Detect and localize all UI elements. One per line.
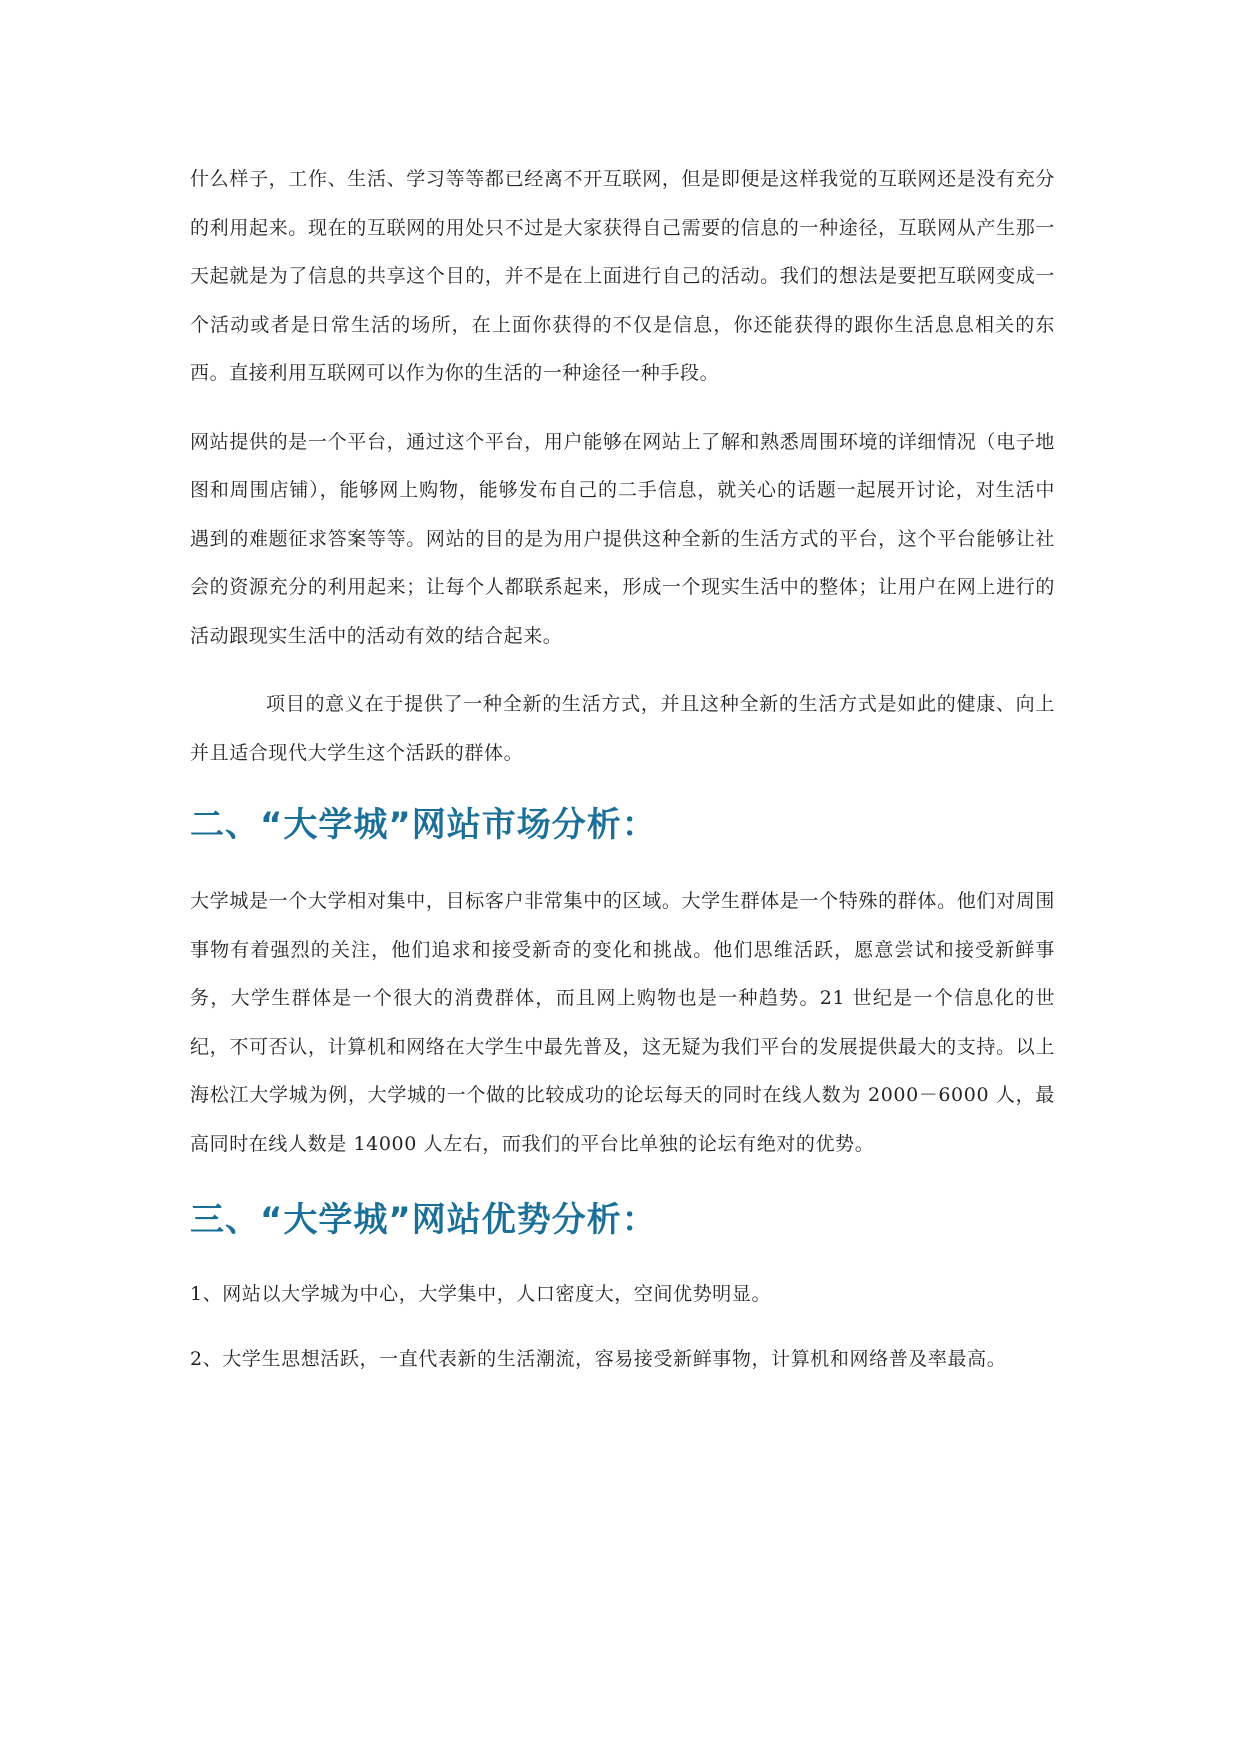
section-heading-advantage-analysis: 三、“大学城”网站优势分析： [190, 1200, 657, 1240]
section-heading-market-analysis: 二、“大学城”网站市场分析： [190, 805, 657, 845]
paragraph-project-significance: 项目的意义在于提供了一种全新的生活方式，并且这种全新的生活方式是如此的健康、向上并且适合现代大学生这个活跃的群体。 [190, 693, 1055, 764]
paragraph-market-analysis: 大学城是一个大学相对集中，目标客户非常集中的区域。大学生群体是一个特殊的群体。他们对周围事物有着强烈的关注，他们追求和接受新奇的变化和挑战。他们思维活跃，愿意尝试和接受新鲜事务，大学生群体是一个很大的消费群体，而且网上购物也是一种趋势。21 世纪是一个信息化的世纪，不可否认，计算机和网络在大学生中最先普及，这无疑为我们平台的发展提供最大的支持。以上海松江大学城为例，大学城的一个做的比较成功的论坛每天的同时在线人数为 2000－6000 人，最高同时在线人数是 14000 人左右，而我们的平台比单独的论坛有绝对的优势。 [190, 890, 1055, 1155]
paragraph-internet-usage: 什么样子，工作、生活、学习等等都已经离不开互联网，但是即便是这样我觉的互联网还是没有充分的利用起来。现在的互联网的用处只不过是大家获得自己需要的信息的一种途径，互联网从产生那一天起就是为了信息的共享这个目的，并不是在上面进行自己的活动。我们的想法是要把互联网变成一个活动或者是日常生活的场所，在上面你获得的不仅是信息，你还能获得的跟你生活息息相关的东西。直接利用互联网可以作为你的生活的一种途径一种手段。 [190, 168, 1055, 384]
advantage-list-item: 1、网站以大学城为中心，大学集中，人口密度大，空间优势明显。 [190, 1283, 772, 1305]
document-page [190, 155, 1055, 1383]
paragraph-platform-description: 网站提供的是一个平台，通过这个平台，用户能够在网站上了解和熟悉周围环境的详细情况（电子地图和周围店铺），能够网上购物，能够发布自己的二手信息，就关心的话题一起展开讨论，对生活中遇到的难题征求答案等等。网站的目的是为用户提供这种全新的生活方式的平台，这个平台能够让社会的资源充分的利用起来；让每个人都联系起来，形成一个现实生活中的整体；让用户在网上进行的活动跟现实生活中的活动有效的结合起来。 [190, 430, 1055, 647]
advantage-list-item: 2、大学生思想活跃，一直代表新的生活潮流，容易接受新鲜事物，计算机和网络普及率最高。 [190, 1347, 1007, 1370]
